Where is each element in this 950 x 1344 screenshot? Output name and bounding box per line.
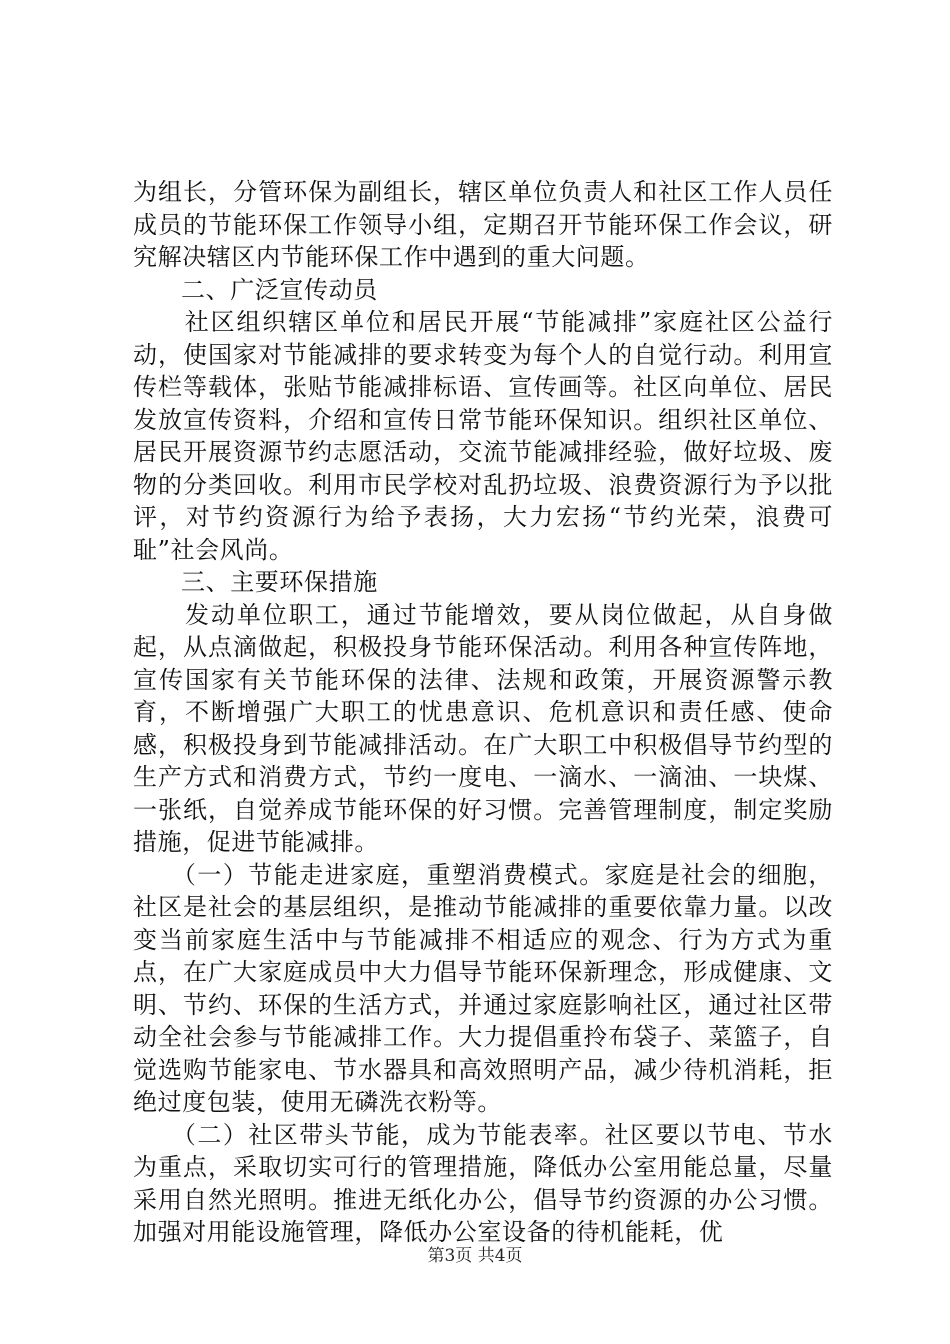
paragraph-household: （一）节能走进家庭，重塑消费模式。家庭是社会的细胞，社区是社会的基层组织，是推动节能减排的重要依靠力量。以改变当前家庭生活中与节能减排不相适应的观念、行为方式为重点，在广大家庭成员中大力倡导节能环保新理念，形成健康、文明、节约、环保的生活方式，并通过家庭影响社区，通过社区带动全社会参与节能减排工作。大力提倡重拎布袋子、菜篮子，自觉选购节能家电、节水器具和高效照明产品，减少待机消耗，拒绝过度包装，使用无磷洗衣粉等。 (133, 860, 833, 1116)
paragraph-community: （二）社区带头节能，成为节能表率。社区要以节电、节水为重点，采取切实可行的管理措施，降低办公室用能总量，尽量采用自然光照明。推进无纸化办公，倡导节约资源的办公习惯。加强对用能设施管理，降低办公室设备的待机能耗，优 (133, 1120, 833, 1246)
paragraph-continuation: 为组长，分管环保为副组长，辖区单位负责人和社区工作人员任成员的节能环保工作领导小组，定期召开节能环保工作会议，研究解决辖区内节能环保工作中遇到的重大问题。 (133, 178, 833, 271)
section-heading-3: 三、主要环保措施 (181, 568, 378, 596)
paragraph-measures: 发动单位职工，通过节能增效，要从岗位做起，从自身做起，从点滴做起，积极投身节能环保活动。利用各种宣传阵地，宣传国家有关节能环保的法律、法规和政策，开展资源警示教育，不断增强广大职工的忧患意识、危机意识和责任感、使命感，积极投身到节能减排活动。在广大职工中积极倡导节约型的生产方式和消费方式，节约一度电、一滴水、一滴油、一块煤、一张纸，自觉养成节能环保的好习惯。完善管理制度，制定奖励措施，促进节能减排。 (133, 600, 833, 856)
document-body (133, 176, 833, 1249)
paragraph-publicity: 社区组织辖区单位和居民开展“节能减排”家庭社区公益行动，使国家对节能减排的要求转变为每个人的自觉行动。利用宣传栏等载体，张贴节能减排标语、宣传画等。社区向单位、居民发放宣传资料，介绍和宣传日常节能环保知识。组织社区单位、居民开展资源节约志愿活动，交流节能减排经验，做好垃圾、废物的分类回收。利用市民学校对乱扔垃圾、浪费资源行为予以批评，对节约资源行为给予表扬，大力宏扬“节约光荣，浪费可耻”社会风尚。 (133, 308, 833, 564)
page-footer: 第3页 共4页 (427, 1246, 523, 1266)
section-heading-2: 二、广泛宣传动员 (181, 275, 378, 304)
